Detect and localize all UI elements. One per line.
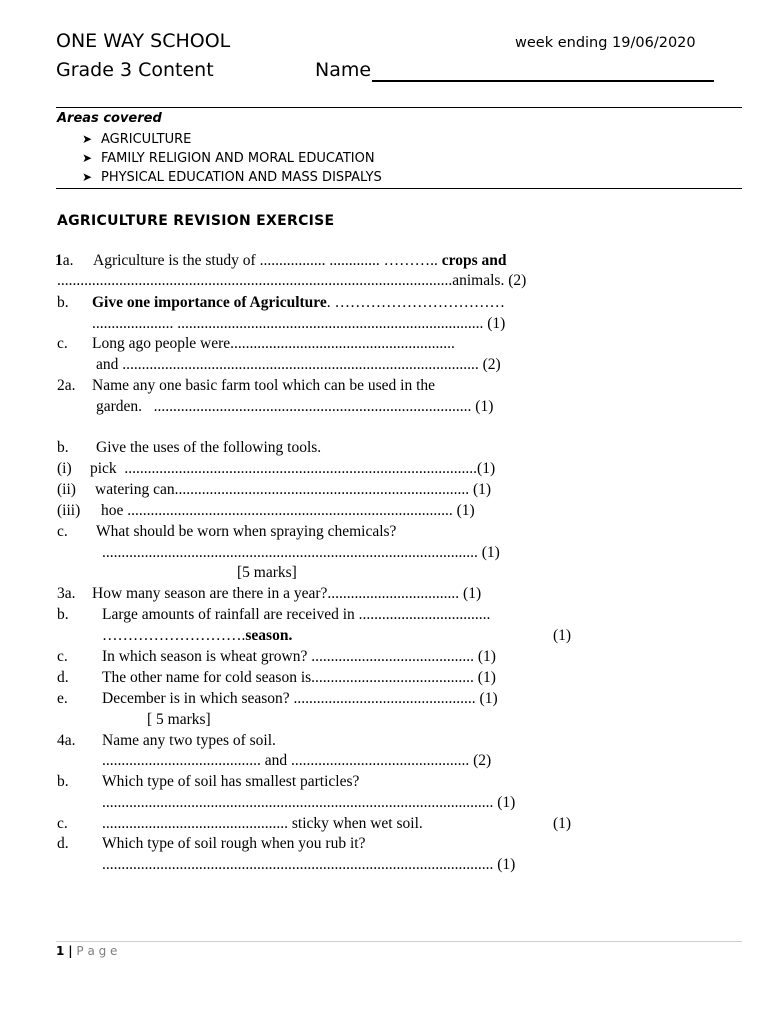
question-number: 4a.: [57, 732, 76, 749]
question-number: b.: [57, 606, 69, 623]
question-2b: Give the uses of the following tools.: [96, 439, 322, 456]
question-4a: Name any two types of soil.: [102, 732, 276, 749]
question-number: d.: [57, 835, 69, 852]
name-label: Name: [315, 59, 372, 81]
answer-line: ..................................................................................................... (1): [102, 856, 516, 873]
question-3e: December is in which season? ............................................... (1): [102, 690, 498, 707]
sub-question-number: (iii): [57, 502, 81, 519]
sub-question-number: (ii): [57, 481, 76, 498]
question-number: e.: [57, 690, 68, 707]
areas-divider: [56, 188, 742, 189]
week-ending: week ending 19/06/2020: [515, 35, 696, 51]
sub-question-number: (i): [57, 460, 72, 477]
question-number: 1a.: [55, 252, 74, 269]
page-label: P a g e: [76, 944, 118, 958]
areas-title: Areas covered: [57, 111, 162, 126]
question-3d: The other name for cold season is.......................................... (1): [102, 669, 496, 686]
answer-line: ................................................................................................. (1): [102, 544, 500, 561]
school-name: ONE WAY SCHOOL: [56, 30, 231, 52]
question-number: c.: [57, 815, 68, 832]
area-item: FAMILY RELIGION AND MORAL EDUCATION: [101, 151, 375, 166]
marks-total: [5 marks]: [237, 564, 297, 581]
arrowhead-bullet-icon: ➤: [82, 170, 93, 184]
question-number: b.: [57, 294, 69, 311]
answer-line: garden. .................................................................................. (1): [96, 398, 494, 415]
page-number: 1: [56, 944, 65, 958]
page-footer: [56, 944, 117, 958]
marks-total: [ 5 marks]: [147, 711, 211, 728]
question-number: c.: [57, 523, 68, 540]
question-2c: What should be worn when spraying chemicals?: [96, 523, 397, 540]
question-number: 2a.: [57, 377, 76, 394]
mark-value: (1): [553, 815, 572, 832]
footer-divider: [56, 941, 742, 942]
question-2a: Name any one basic farm tool which can be used in the: [92, 377, 436, 394]
question-3b: Large amounts of rainfall are received in ..................................: [102, 606, 491, 623]
grade-label: Grade 3 Content: [56, 59, 214, 81]
footer-separator: |: [68, 944, 73, 958]
question-number: c.: [57, 335, 68, 352]
question-1b: Give one importance of Agriculture. ……………………………: [92, 294, 506, 311]
answer-line: and ............................................................................................ (2): [96, 356, 501, 373]
question-1a: Agriculture is the study of ................. ............. ……….. crops and: [93, 252, 507, 269]
sub-question: pick ...........................................................................................(1): [90, 460, 496, 477]
answer-line: ......................................................................................................animals. (2): [57, 272, 527, 289]
question-3c: In which season is wheat grown? .......................................... (1): [102, 648, 496, 665]
question-number: b.: [57, 773, 69, 790]
question-4d: Which type of soil rough when you rub it?: [102, 835, 366, 852]
arrowhead-bullet-icon: ➤: [82, 151, 93, 165]
question-1c: Long ago people were..........................................................: [92, 335, 455, 352]
question-number: 3a.: [57, 585, 76, 602]
area-item: AGRICULTURE: [101, 132, 192, 147]
header-divider: [56, 107, 742, 108]
question-4c: ................................................ sticky when wet soil.: [102, 815, 423, 832]
exercise-title: AGRICULTURE REVISION EXERCISE: [57, 213, 335, 229]
mark-value: (1): [553, 627, 572, 644]
answer-line: ……………………….season.: [102, 627, 293, 644]
question-number: c.: [57, 648, 68, 665]
sub-question: watering can............................................................................ (1): [95, 481, 492, 498]
answer-line: ..................... ............................................................................... (1): [92, 315, 506, 332]
sub-question: hoe .................................................................................... (1): [101, 502, 475, 519]
question-number: b.: [57, 439, 69, 456]
area-item: PHYSICAL EDUCATION AND MASS DISPALYS: [101, 170, 382, 185]
question-3a: How many season are there in a year?.................................. (1): [92, 585, 482, 602]
question-number: d.: [57, 669, 69, 686]
question-4b: Which type of soil has smallest particles?: [102, 773, 360, 790]
name-blank-line: [372, 80, 714, 82]
arrowhead-bullet-icon: ➤: [82, 132, 93, 146]
answer-line: ......................................... and .............................................. (2): [102, 752, 492, 769]
answer-line: ..................................................................................................... (1): [102, 794, 516, 811]
